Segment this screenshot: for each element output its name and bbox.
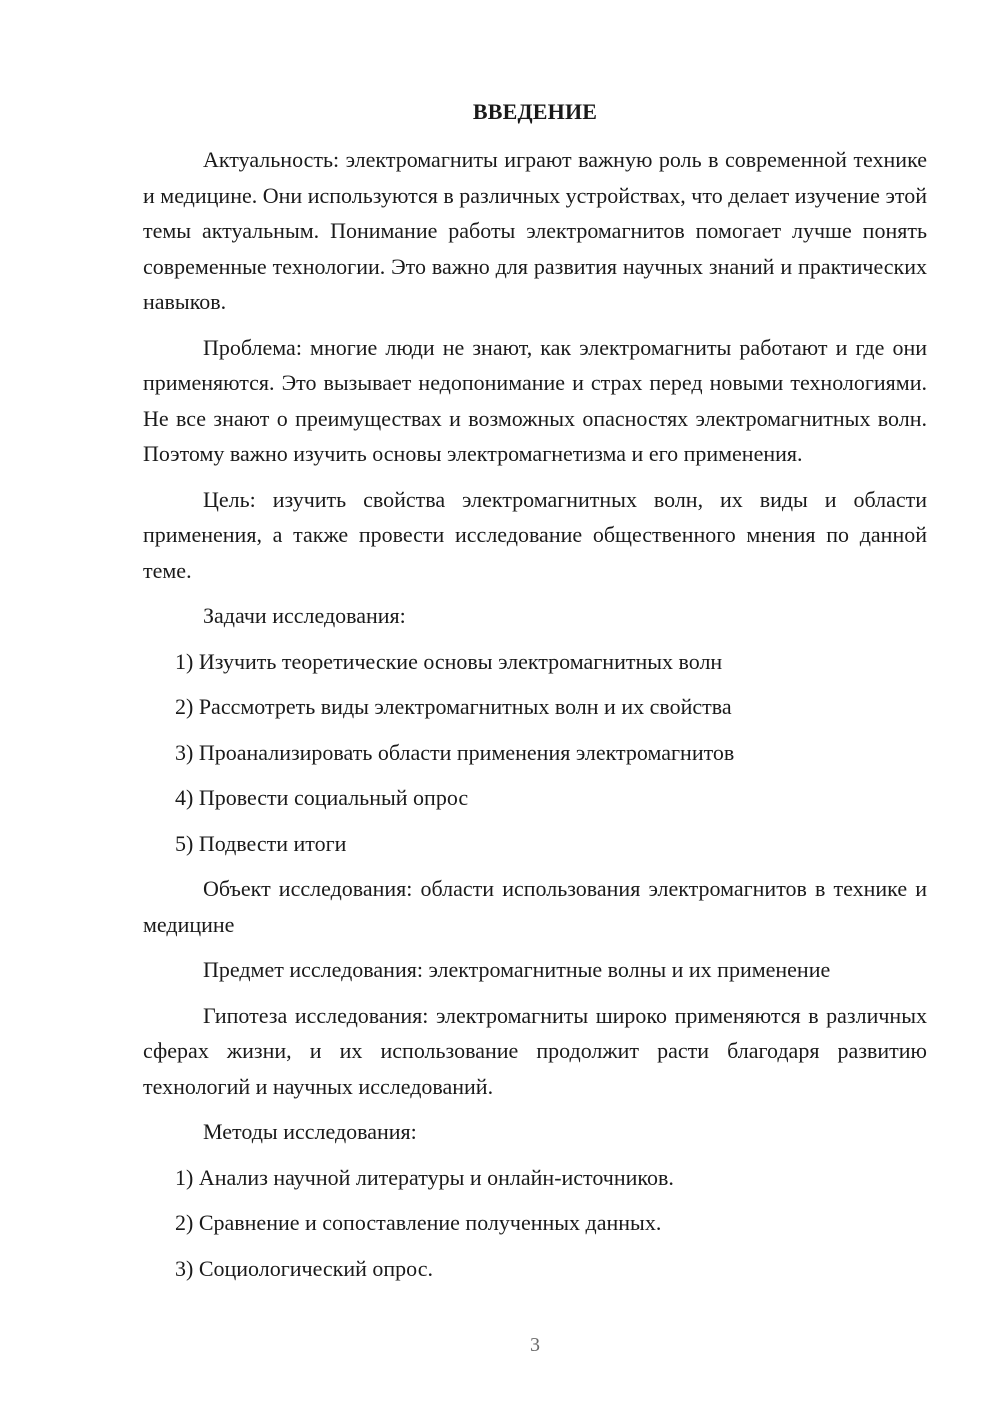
method-item: 3) Социологический опрос. — [175, 1255, 433, 1281]
task-item: 1) Изучить теоретические основы электромагнитных волн — [175, 648, 723, 674]
task-item: 2) Рассмотреть виды электромагнитных волн и их свойства — [175, 694, 732, 719]
document-page — [143, 0, 927, 1414]
task-item: 3) Проанализировать области применения электромагнитов — [175, 739, 735, 765]
page-number: 3 — [530, 1334, 540, 1356]
method-item: 2) Сравнение и сопоставление полученных данных. — [175, 1210, 662, 1235]
relevance-paragraph: Актуальность: электромагниты играют важную роль в современной технике и медицине. Они используются в различных устройствах, что делает изучение этой темы актуальным. Понимание работы электромагнитов помогает лучше понять современные технологии. Это важно для развития научных знаний и практических навыков. — [143, 147, 927, 314]
task-item: 5) Подвести итоги — [175, 830, 347, 856]
goal-paragraph: Цель: изучить свойства электромагнитных волн, их виды и области применения, а также провести исследование общественного мнения по данной теме. — [143, 486, 927, 583]
tasks-heading: Задачи исследования: — [203, 603, 406, 628]
problem-paragraph: Проблема: многие люди не знают, как электромагниты работают и где они применяются. Это вызывает недопонимание и страх перед новыми технологиями. Не все знают о преимуществах и возможных опасностях электромагнитных волн. Поэтому важно изучить основы электромагнетизма и его применения. — [143, 334, 927, 466]
task-item: 4) Провести социальный опрос — [175, 785, 469, 810]
method-item: 1) Анализ научной литературы и онлайн-источников. — [175, 1164, 674, 1190]
object-paragraph: Объект исследования: области использования электромагнитов в технике и медицине — [143, 876, 927, 937]
methods-heading: Методы исследования: — [203, 1119, 417, 1144]
hypothesis-paragraph: Гипотеза исследования: электромагниты широко применяются в различных сферах жизни, и их использование продолжит расти благодаря развитию технологий и научных исследований. — [143, 1002, 927, 1099]
section-title: ВВЕДЕНИЕ — [472, 99, 598, 124]
subject-paragraph: Предмет исследования: электромагнитные волны и их применение — [203, 957, 831, 982]
body-text — [143, 142, 927, 1296]
